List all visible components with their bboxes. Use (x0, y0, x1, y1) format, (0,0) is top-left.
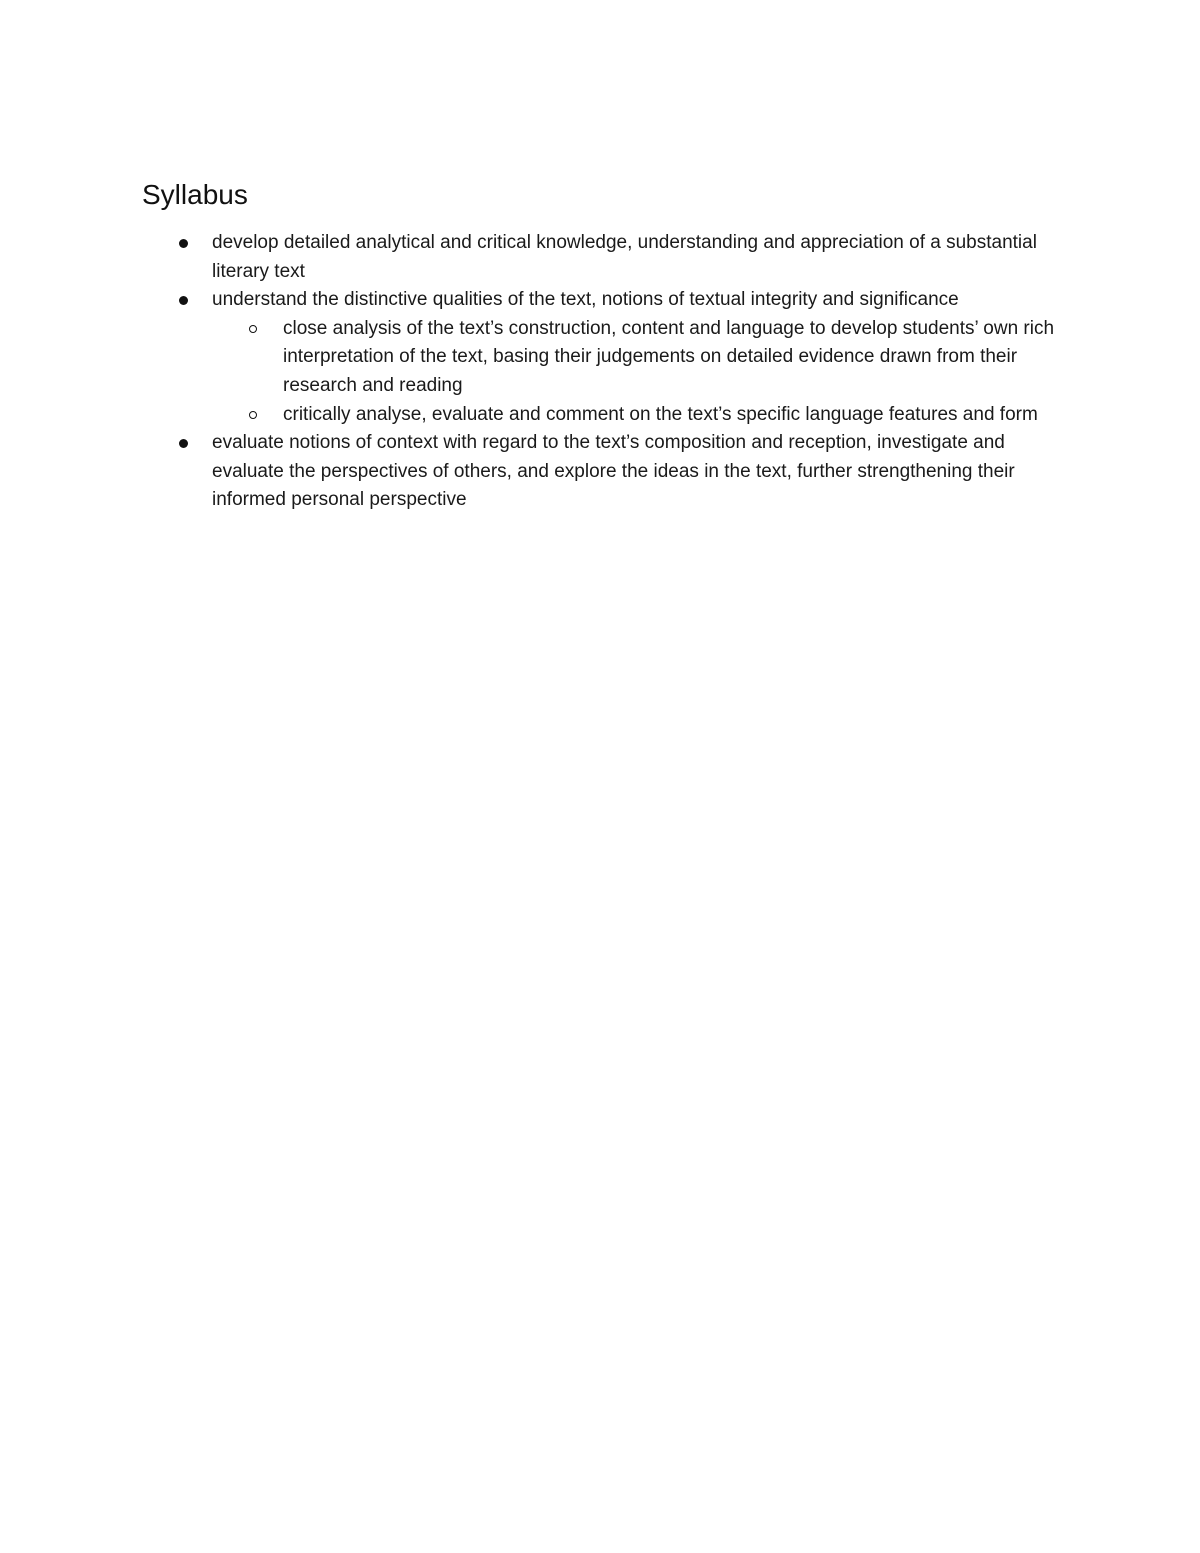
nested-list (212, 315, 1062, 429)
list-item (142, 286, 1062, 429)
hollow-bullet-icon (249, 325, 257, 333)
nested-list-item-text: close analysis of the text’s construction, content and language to develop students’ own rich interpretation of the text, basing their judgements on detailed evidence drawn from their research and reading (283, 317, 1055, 396)
list-item-text: understand the distinctive qualities of the text, notions of textual integrity and significance (212, 289, 959, 311)
page-title: Syllabus (142, 179, 248, 210)
list-item (142, 229, 1062, 286)
filled-bullet-icon (179, 439, 188, 448)
syllabus-list (142, 229, 1062, 515)
nested-list-item (212, 401, 1062, 430)
list-item-text: develop detailed analytical and critical knowledge, understanding and appreciation of a substantial literary text (212, 232, 1037, 282)
nested-list-item-text: critically analyse, evaluate and comment on the text’s specific language features and form (283, 403, 1038, 425)
hollow-bullet-icon (249, 411, 257, 419)
list-item (142, 429, 1062, 515)
nested-list-item (212, 315, 1062, 401)
filled-bullet-icon (179, 296, 188, 305)
list-item-text: evaluate notions of context with regard to the text’s composition and reception, investigate and evaluate the perspectives of others, and explore the ideas in the text, further strengthening their informed personal perspective (212, 432, 1015, 511)
filled-bullet-icon (179, 239, 188, 248)
